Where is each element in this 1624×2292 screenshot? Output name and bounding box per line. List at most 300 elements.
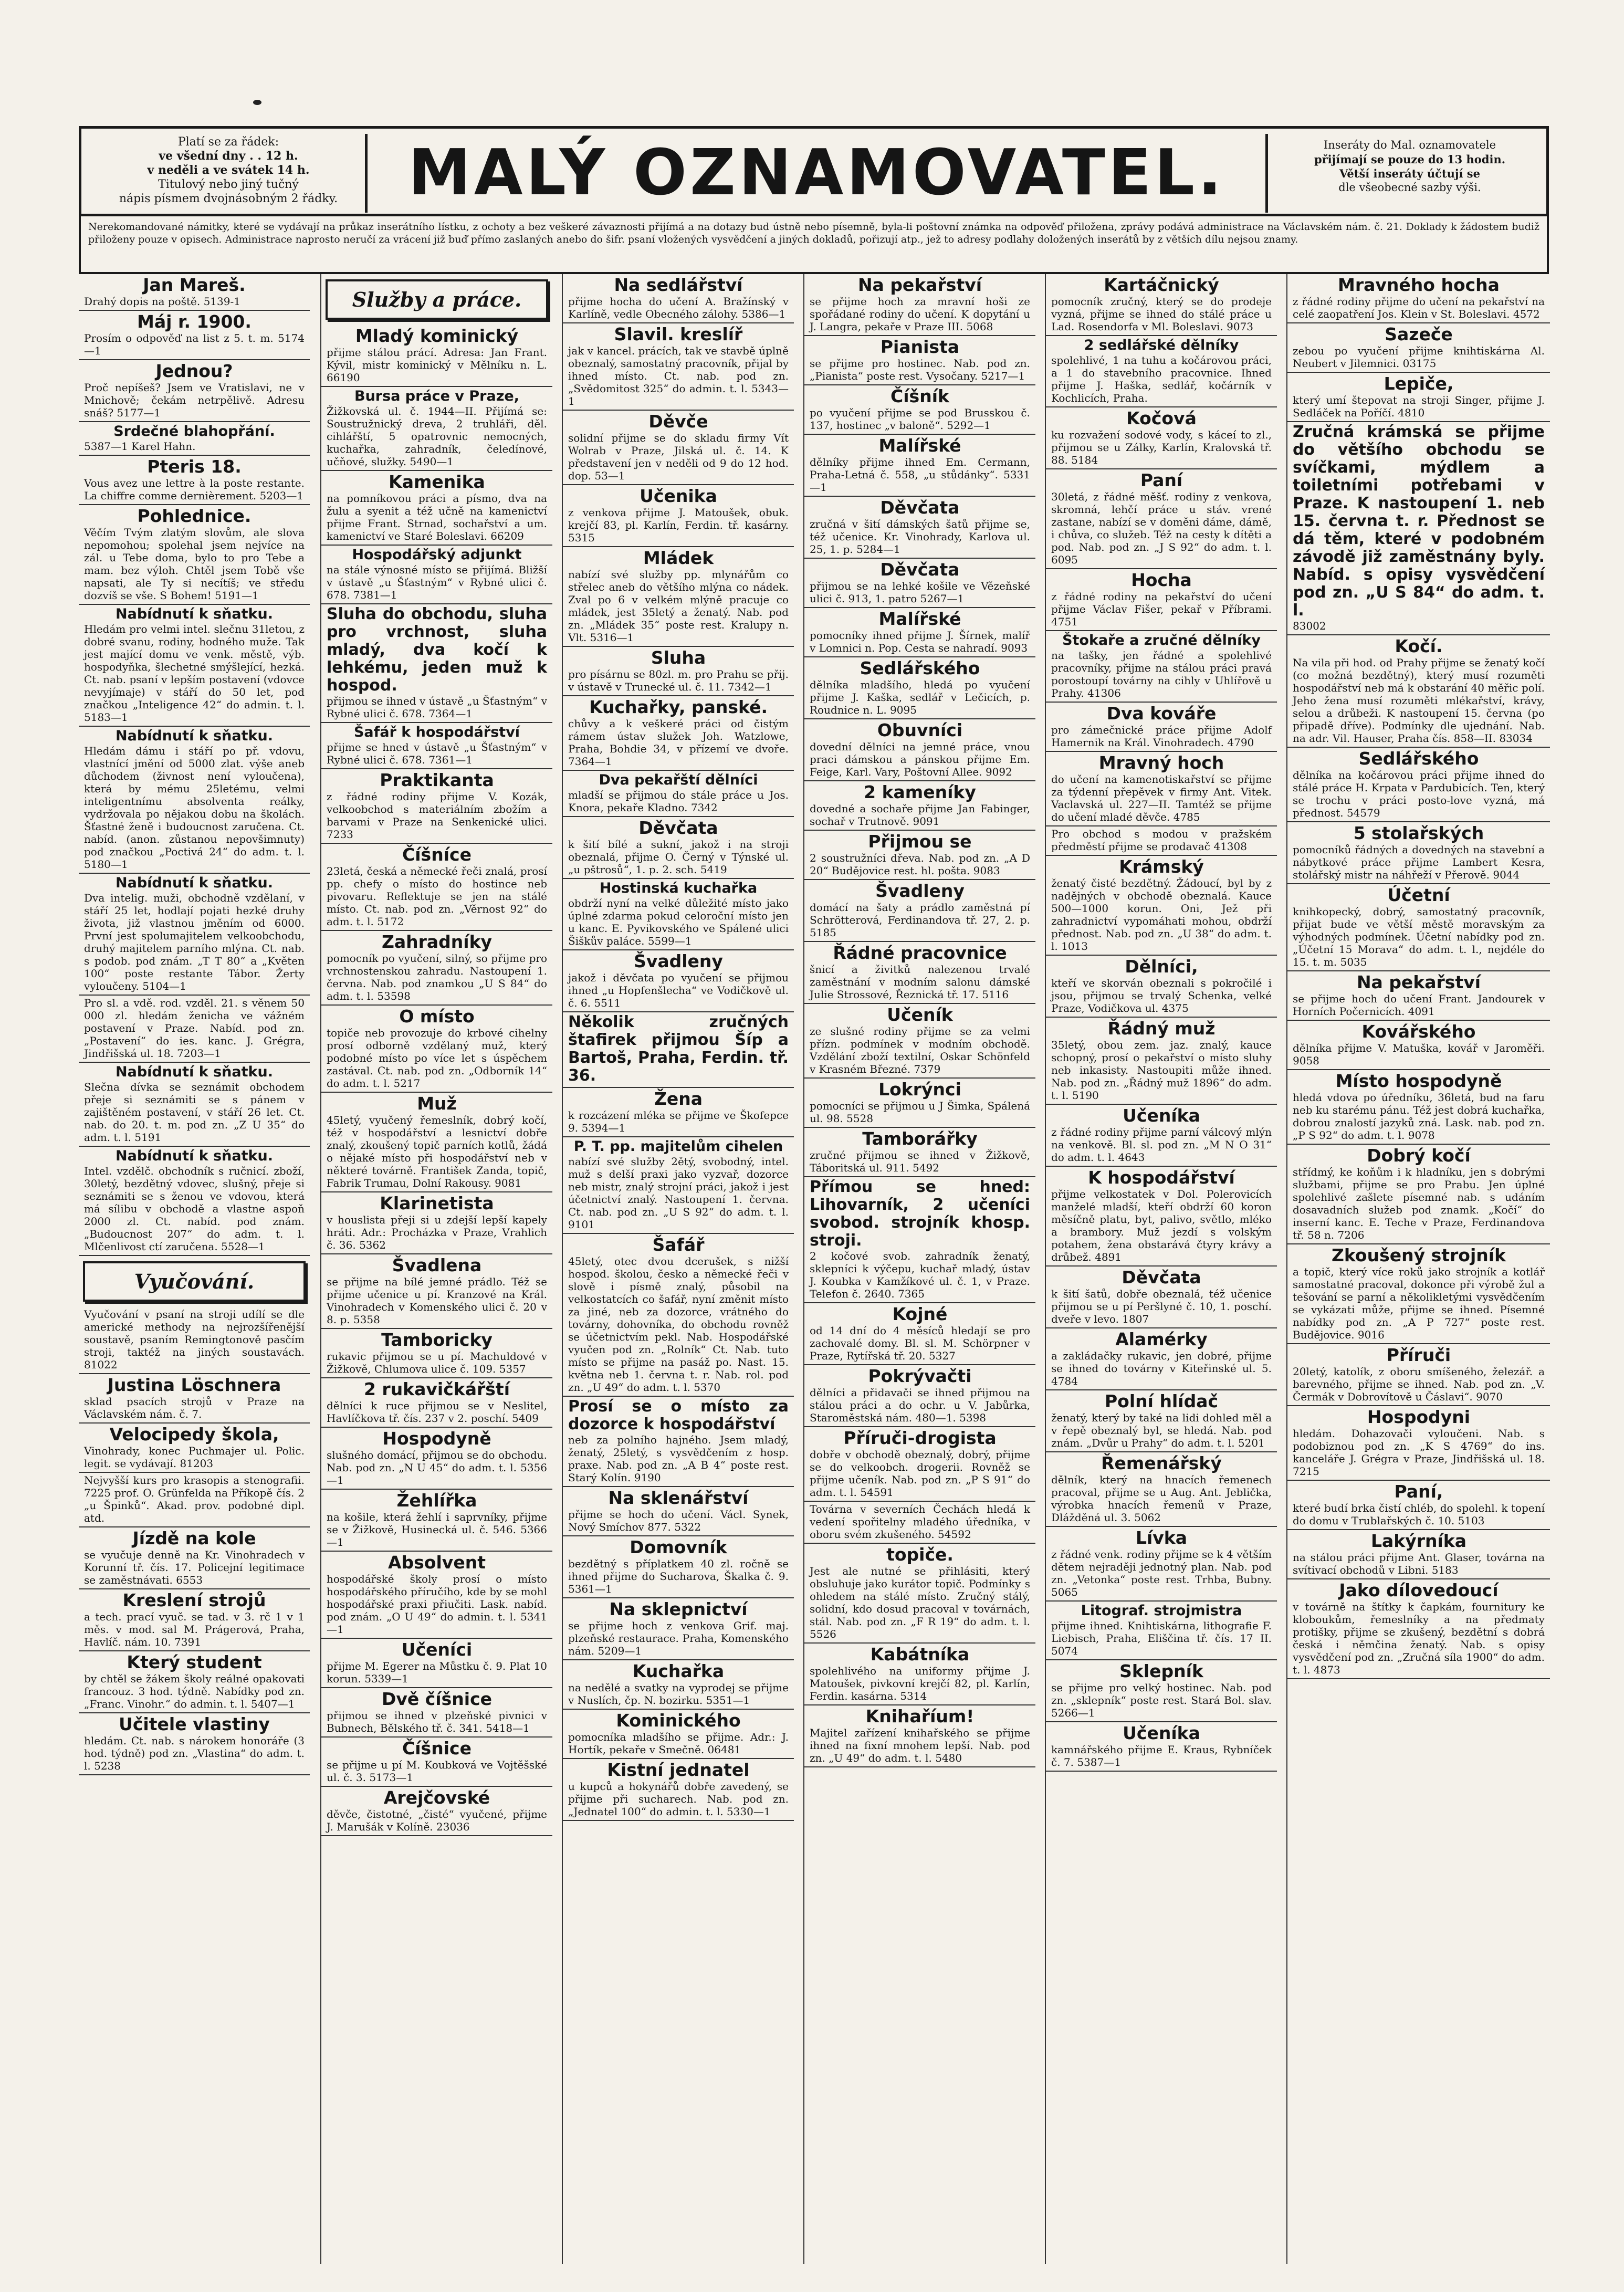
ad-heading: Nabídnutí k sňatku. xyxy=(116,1064,273,1080)
ad-heading: Zručná krámská se přijme do většího obchodu se svíčkami, mýdlem a toiletními potřebami v Praze. K nastoupení 1. neb 15. června t. r. Přednost se dá těm, které v podobném závodě již zaměstnány byly. Nabíd. s opisy vysvědčení pod zn. „U S 84“ do adm. t. l. xyxy=(1293,423,1545,620)
ad-heading: Kartáčnický xyxy=(1104,275,1219,295)
classified-ad xyxy=(79,1527,310,1589)
ad-heading: Šafář k hospodářství xyxy=(353,724,520,740)
classified-ad xyxy=(79,422,310,456)
ad-heading: Hostinská kuchařka xyxy=(599,880,758,896)
classified-ad xyxy=(1046,631,1277,703)
ad-heading: K hospodářství xyxy=(1088,1167,1235,1188)
ad-text: 2 soustružníci dřeva. Nab. pod zn. „A D 20“ Budějovice rest. hl. pošta. 9083 xyxy=(810,852,1030,877)
ad-heading: Učeníka xyxy=(1123,1723,1200,1743)
rate_lines-line: nápis písmem dvojnásobným 2 řádky. xyxy=(119,192,338,205)
classified-ad xyxy=(79,605,310,727)
ad-heading: Jako dílovedoucí xyxy=(1339,1580,1499,1600)
classified-ad xyxy=(804,657,1035,719)
ad-text: který umí štepovat na stroji Singer, přijme J. Sedláček na Poříčí. 4810 xyxy=(1293,394,1545,419)
ad-text: Hledám dámu i stáří po př. vdovu, vlastnící jmění od 5000 zlat. výše aneb důchodem (živnost není vyloučena), která by mému 25letému, velmi inteligentnímu absolventa reálky, vydržovala po nějakou dobu na školách. Šťastné ženě i budoucnost zaručena. Ct. nabíd. (anon. zůstanou nepovšimnuty) pod značkou „Poctivá 24“ do adm. t. l. 5180—1 xyxy=(84,745,305,871)
ad-heading: Kočová xyxy=(1126,408,1197,428)
info_lines-line: dle všeobecné sazby výši. xyxy=(1338,181,1481,194)
ad-text: Dva intelig. muži, obchodně vzdělaní, v stáří 25 let, hodlají pojati hezké druhy života, již vlastnou jměním od 6000. První jest spolumajitelem velkoobchodu, druhý majitelem parního mlýna. Ct. nab. s podob. pod znám. „T T 80“ a „Květen 100“ poste restante Tábor. Žerty vyloučeny. 5104—1 xyxy=(84,892,305,992)
ad-heading: Prosí se o místo za dozorce k hospodářství xyxy=(568,1397,789,1433)
ad-heading: Klarinetista xyxy=(380,1193,494,1213)
classified-ad xyxy=(1046,1722,1277,1772)
classified-ad xyxy=(1287,1021,1550,1070)
classified-ad xyxy=(563,274,794,323)
classified-ad xyxy=(321,604,552,723)
ad-heading: Žena xyxy=(654,1089,703,1109)
classified-ad xyxy=(321,325,552,387)
ad-text: Na vila při hod. od Prahy přijme se ženatý kočí (co možná bezdětný), který musí rozuměti hospodářství neb má k obstarání 40 měřic polí. Jeho žena musí rozuměti mlékařství, krávy, selou a drůbeži. K nastoupení 15. června (po připadě dříve). Podmínky dle ujednání. Nab. na adr. Vil. Hauser, Praha čís. 858—II. 83034 xyxy=(1293,656,1545,745)
classified-ad xyxy=(804,497,1035,559)
ad-heading: Kabátníka xyxy=(870,1644,970,1665)
classified-ad xyxy=(804,608,1035,657)
ad-heading: Pohlednice. xyxy=(137,506,252,526)
ad-text: topiče neb provozuje do krbové cihelny prosí odborně vzdělaný muž, který podobné místo po více let s úspěchem zastával. Ct. nab. pod zn. „Odborník 14“ do adm. t. l. 5217 xyxy=(327,1027,547,1090)
ad-heading: topiče. xyxy=(886,1544,954,1565)
info_lines-line: přijímají se pouze do 13 hodin. xyxy=(1314,153,1506,166)
classified-ad xyxy=(1287,971,1550,1021)
ad-heading: Srdečné blahopřání. xyxy=(113,423,275,439)
classified-ad xyxy=(563,1710,794,1759)
classified-ad xyxy=(321,844,552,931)
classified-ad xyxy=(563,547,794,647)
column-6 xyxy=(1286,274,1550,2264)
ad-text: Slečna dívka se seznámit obchodem přeje si seznámiti se s pánem v zajištěném postavení, v stáří 26 let. Ct. nab. do 20. t. m. pod zn. „Z U 35“ do adm. t. l. 5191 xyxy=(84,1081,305,1144)
ad-text: v továrně na štítky k čapkám, fournitury ke kloboukům, řemeslníky a na předmaty protišky, přijme se zkušený, bezdětní s dobrá česká i němčina ženatý. Nab. s opisy vysvědčení pod zn. „Zručná síla 1900“ do adm. t. l. 4873 xyxy=(1293,1600,1545,1676)
ad-heading: Učeníka xyxy=(1123,1105,1200,1126)
section-heading: Služby a práce. xyxy=(326,279,548,320)
ad-text: pomocníků řádných a dovedných na stavební a nábytkové práce přijme Lambert Kesra, stolářský mistr na náhřeží v Přerově. 9044 xyxy=(1293,843,1545,881)
ad-heading: Švadlena xyxy=(392,1255,482,1275)
ad-heading: Na sklepnictví xyxy=(609,1599,748,1619)
ad-heading: Hocha xyxy=(1131,570,1192,590)
ad-heading: Na pekařství xyxy=(857,275,982,295)
classified-ad xyxy=(1046,469,1277,569)
ad-text: Továrna v severních Čechách hledá k vedení spořitelny mladého úředníka, v oboru svém zkušeného. 54592 xyxy=(810,1503,1030,1541)
ad-heading: Sluha do obchodu, sluha pro vrchnost, sluha mladý, dva kočí k lehkému, jeden muž k hospod. xyxy=(327,605,547,695)
ad-text: z řádné rodiny přijme parní válcový mlýn na venkově. Bl. sl. pod zn. „M N O 31“ do adm. t. l. 4643 xyxy=(1051,1126,1272,1164)
ad-heading: Muž xyxy=(417,1093,457,1114)
ad-text: dělníka mladšího, hledá po vyučení přijme J. Kaška, sedlář v Lečicích, p. Roudnice n. L. 9095 xyxy=(810,678,1030,716)
classified-ad xyxy=(1046,1527,1277,1602)
ad-text: jak v kancel. prácích, tak ve stavbě úplně obeznalý, samostatný pracovník, přijal by ihned místo. Ct. nab. pod zn. „Svědomitost 325“ do admin. t. l. 5343—1 xyxy=(568,344,789,407)
classified-ad xyxy=(1046,703,1277,752)
ad-heading: Přímou se hned: Lihovarník, 2 učeníci svobod. strojník khosp. stroji. xyxy=(810,1178,1030,1250)
classified-ad xyxy=(321,1093,552,1192)
ad-text: Vous avez une lettre à la poste restante. La chiffre comme dernièrement. 5203—1 xyxy=(84,477,305,502)
ad-heading: Štokaře a zručné dělníky xyxy=(1062,632,1261,648)
classified-ad xyxy=(1046,1267,1277,1328)
classified-ad xyxy=(1046,569,1277,631)
ad-text: neb za polního hajného. Jsem mladý, ženatý, 25letý, s vysvědčením z hosp. praxe. Nab. pod zn. „A B 4“ poste rest. Starý Kolín. 9190 xyxy=(568,1433,789,1484)
ad-text: 30letá, z řádné měšť. rodiny z venkova, skromná, lehčí práce u stáv. vrené zastane, nabízí se v doměni dáme, dámě, i chůva, co služeb. Též na cesty k dítěti a pod. Nab. pod zn. „J S 92“ do adm. t. l. 6095 xyxy=(1051,490,1272,566)
ad-text: ženatý, který by také na lidi dohled měl a v řepě obeznalý byl, se hledá. Nab. pod znám. „Dvůr u Prahy“ do adm. t. l. 5201 xyxy=(1051,1411,1272,1449)
classified-ad xyxy=(804,831,1035,880)
classified-ad xyxy=(1046,407,1277,469)
ad-heading: Paní, xyxy=(1394,1481,1443,1502)
classified-ad xyxy=(1287,635,1550,748)
ad-heading: Mládek xyxy=(643,548,714,568)
ad-heading: Hospodyni xyxy=(1367,1407,1471,1427)
column-3 xyxy=(562,274,794,2264)
rate_lines-line: v neděli a ve svátek 14 h. xyxy=(147,163,310,177)
classified-ad xyxy=(321,1329,552,1378)
classified-ad xyxy=(321,769,552,844)
ad-text: přijmou se na lehké košile ve Vězeňské ulici č. 913, 1. patro 5267—1 xyxy=(810,580,1030,605)
ad-text: bezdětný s příplatkem 40 zl. ročně se ihned přijme do Sucharova, Škalka č. 9. 5361—1 xyxy=(568,1557,789,1595)
ad-text: ku rozvažení sodové vody, s káceí to zl., přijmou se u Zálky, Karlín, Kralovská tř. 88. 5184 xyxy=(1051,428,1272,466)
classified-ad xyxy=(79,311,310,360)
classified-ad xyxy=(563,771,794,817)
classified-ad xyxy=(804,435,1035,497)
ad-heading: Dva pekařští dělníci xyxy=(599,772,758,788)
ad-heading: Mravného hocha xyxy=(1338,275,1500,295)
ad-text: dělníci k ruce přijmou se v Neslitel, Havlíčkova tř. čís. 237 v 2. poschí. 5409 xyxy=(327,1399,547,1425)
ad-text: rukavic přijmou se u pí. Machuldové v Žižkově, Chlumova ulice č. 109. 5357 xyxy=(327,1350,547,1375)
ad-text: se přijme pro velký hostinec. Nab. pod zn. „sklepník“ poste rest. Stará Bol. slav. 5266—1 xyxy=(1051,1681,1272,1719)
classified-ad xyxy=(1287,1406,1550,1481)
ad-text: ze slušné rodiny přijme se za velmi přízn. podmínek v modním obchodě. Vzdělání zboží textilní, Oskar Schönfeld v Krasném Březné. 7379 xyxy=(810,1025,1030,1075)
ad-heading: Který student xyxy=(127,1652,262,1672)
classified-ad xyxy=(1046,1602,1277,1660)
ad-text: pomocníky ihned přijme J. Šírnek, malíř v Lomnici n. Pop. Cesta se nahradí. 9093 xyxy=(810,629,1030,654)
classified-ad xyxy=(563,817,794,879)
ad-heading: Pianista xyxy=(880,337,960,357)
classified-ad xyxy=(1046,274,1277,336)
ad-heading: Kominického xyxy=(616,1710,741,1731)
ad-text: 2 kočové svob. zahradník ženatý, sklepníci k výčepu, kuchař mladý, ústav J. Koubka v Kamžíkové ul. č. 1, v Praze. Telefon č. 2640. 7365 xyxy=(810,1250,1030,1300)
ad-heading: Číšníce xyxy=(402,844,472,865)
ad-heading: Pokrývačti xyxy=(868,1366,972,1386)
ad-text: se přijme hoch za mravní hoši ze spořádané rodiny do učení. K dopytání u J. Langra, pekaře v Praze III. 5068 xyxy=(810,295,1030,333)
ad-text: z řádné venk. rodiny přijme se k 4 větším dětem nejraději jednotný plan. Nab. pod zn. „Vetonka“ poste rest. Trhba, Bubny. 5065 xyxy=(1051,1548,1272,1598)
ad-text: Vyučování v psaní na stroji udílí se dle americké methody na nejrozšířenější soustavě, psaním Remingtonově pasčím stroji, taktéž na jiných soustavách. 81022 xyxy=(84,1308,305,1371)
ad-heading: Bursa práce v Praze, xyxy=(354,388,519,404)
ad-text: Pro obchod s modou v pražském předměstí přijme se prodavač 41308 xyxy=(1051,828,1272,853)
info_lines-line: Inseráty do Mal. oznamovatele xyxy=(1323,139,1496,151)
ad-heading: Nabídnutí k sňatku. xyxy=(116,606,273,622)
ad-text: k rozcázení mléka se přijme ve Škofepce 9. 5394—1 xyxy=(568,1109,789,1134)
classified-ad xyxy=(1046,336,1277,407)
classified-ad xyxy=(1287,1145,1550,1244)
classified-ad xyxy=(1046,1105,1277,1167)
column-2 xyxy=(320,274,552,2264)
ad-text: hledám. Ct. nab. s nárokem honoráře (3 hod. týdně) pod zn. „Vlastina“ do adm. t. l. 5238 xyxy=(84,1734,305,1772)
ad-text: pro zámečnické práce přijme Adolf Hamernik na Král. Vinohradech. 4790 xyxy=(1051,724,1272,749)
ad-heading: Učeníci xyxy=(401,1639,473,1660)
ad-heading: Žehlířka xyxy=(396,1490,477,1511)
ad-heading: Jízdě na kole xyxy=(132,1528,256,1548)
ad-heading: Kuchařka xyxy=(632,1661,725,1681)
section-heading: Vyučování. xyxy=(83,1261,306,1302)
ad-text: se přijme pro hostinec. Nab. pod zn. „Pianista“ poste rest. Vysočany. 5217—1 xyxy=(810,357,1030,382)
ad-heading: Učeník xyxy=(887,1004,953,1025)
ad-heading: Hospodyně xyxy=(382,1428,491,1449)
ad-heading: Dvě číšnice xyxy=(381,1689,493,1709)
ad-text: se vyučuje denně na Kr. Vinohradech v Korunní tř. čís. 17. Policejní legitimace se zaměstnávati. 6553 xyxy=(84,1548,305,1586)
ad-heading: Lokrýnci xyxy=(878,1079,961,1100)
classified-ad xyxy=(563,647,794,696)
ad-text: k šití bílé a sukní, jakož i na stroji obeznalá, přijme O. Černý v Týnské ul. „u pštrosů“, 1. p. 2. sch. 5419 xyxy=(568,838,789,876)
ad-heading: Kočí. xyxy=(1395,636,1443,656)
ad-heading: Kojné xyxy=(892,1304,948,1324)
ad-text: Žižkovská ul. č. 1944—II. Přijímá se: Soustružnický dreva, 2 truhláři, děl. cihlářští, 5 opatrovnic nemocných, kuchařka, zahradník, čeledínové, učňové, služky. 5490—1 xyxy=(327,405,547,468)
classified-ad xyxy=(804,1705,1035,1767)
ad-text: přijme velkostatek v Dol. Polerovicích manželé mladší, kteří obdrží 60 koron měsíčně platu, byt, palivo, světlo, mléko a brambory. Muž jezdí s volským potahem, žena obstarává čtyry krávy a drůbež. 4891 xyxy=(1051,1188,1272,1263)
ad-text: v houslista přeji si u zdejší lepší kapely hráti. Adr.: Procházka v Praze, Vrahlich č. 36. 5362 xyxy=(327,1213,547,1251)
ad-text: z řádné rodiny přijme V. Kozák, velkoobchod s materiálním zbožím a barvami v Praze na Senkenické ulici. 7233 xyxy=(327,790,547,841)
ad-text: Hledám pro velmi intel. slečnu 31letou, z dobré svanu, rodiny, hodného muže. Tak jest mající domu ve venk. městě, výb. hospodyňka, šlechetné smýšlející, hezká. Ct. nab. psaní v lepším postavení (vdovce nevyjímaje) v stáří do 50 let, pod značkou „Inteligence 42“ do admin. t. l. 5183—1 xyxy=(84,623,305,724)
administration-notice: Nerekomandované námitky, které se vydávají na průkaz inserátního lístku, z ochoty a bez veškeré závaznosti přijímá a na dotazy bud ústně nebo písemně, byla-li poštovní známka na odpověď přiložena, zprávy podává administrace na Václavském nám. č. 21. Doklady k žádostem budiž přiloženy pouze v opisech. Administrace naprosto neručí za vrácení již buď přímo zaslaných anebo do šifr. psaní vložených vysvědčení a jiných dokladů, pořizují atp., jež to adresy podlahy doložených inserátů by z větších dílu nejsou znamy. xyxy=(79,216,1549,274)
column-5 xyxy=(1045,274,1277,2264)
rate-box xyxy=(92,135,365,206)
ad-text: do učení na kamenotiskařství se přijme za týdenní přepěvek v firmy Ant. Vitek. Vaclavská ul. 227—II. Tamtéž se přijme do učení mladé děvče. 4785 xyxy=(1051,773,1272,823)
classified-ad xyxy=(804,1544,1035,1644)
classified-ad xyxy=(1046,1660,1277,1722)
classified-ad xyxy=(563,323,794,411)
classified-ad xyxy=(1287,1579,1550,1679)
ad-text: Drahý dopis na poště. 5139-1 xyxy=(84,295,240,308)
ad-text: pomocníci se přijmou u J Šimka, Spálená ul. 98. 5528 xyxy=(810,1100,1030,1125)
classified-ad xyxy=(321,1428,552,1490)
ad-text: Věčím Tvým zlatým slovům, ale slova nepomohou; spolehal jsem nejvíce na zál. u Tebe doma, bylo to pro Tebe a mam. bez výloh. Chtěl jsem Tobě vše napsati, ale Ty si necítíš; ve středu dozvíš se vše. S Bohem! 5191—1 xyxy=(84,526,305,602)
ad-heading: Kovářského xyxy=(1361,1021,1476,1042)
ad-text: šnicí a živitků nalezenou trvalé zaměstnání v modním salonu dámské Julie Strossové, Řeznická tř. 17. 5116 xyxy=(810,963,1030,1001)
ad-heading: Tamboricky xyxy=(381,1330,493,1350)
ad-heading: Švadleny xyxy=(634,951,723,971)
ad-text: zebou po vyučení přijme knihtiskárna Al. Neubert v Jilemnici. 03175 xyxy=(1293,344,1545,370)
ad-text: 45letý, vyučený řemeslník, dobrý kočí, též v hospodářství a lesnictví dobře znalý, zkoušený topič parních kotlů, žádá o nějaké místo při hospodářství neb v některé továrně. František Zanda, topič, Fabrik Trumau, Dolní Rakousy. 9081 xyxy=(327,1114,547,1189)
ad-text: z řádné rodiny přijme do učení na pekařství na celé zaopatření Jos. Klein v St. Boleslavi. 4572 xyxy=(1293,295,1545,320)
ad-heading: Sazeče xyxy=(1385,324,1453,344)
ad-text: se přijme u pí M. Koubková ve Vojtěšské ul. č. 3. 5173—1 xyxy=(327,1759,547,1784)
classified-ad xyxy=(804,1365,1035,1427)
ad-text: by chtěl se žákem školy reálné opakovati francouz. 3 hod. týdně. Nabídky pod zn. „Franc. Vinohr.“ do admin. t. l. 5407—1 xyxy=(84,1672,305,1710)
classified-ad xyxy=(1046,1390,1277,1452)
ad-text: na košile, která žehlí i saprvníky, přijme se v Žižkově, Husinecká ul. č. 546. 5366—1 xyxy=(327,1511,547,1548)
ad-heading: Dobrý kočí xyxy=(1367,1145,1471,1166)
page-title: MALÝ OZNAMOVATEL. xyxy=(365,134,1268,213)
ad-heading: Arejčovské xyxy=(383,1787,490,1808)
classified-ad xyxy=(79,996,310,1063)
ad-heading: Paní xyxy=(1140,470,1183,490)
classified-ad xyxy=(1287,1530,1550,1579)
ad-text: přijme stálou prácí. Adresa: Jan Frant. Kývil, mistr kominický v Mělníku n. L. 66190 xyxy=(327,346,547,384)
ad-text: Vinohrady, konec Puchmajer ul. Polic. legit. se vydávají. 81203 xyxy=(84,1445,305,1470)
masthead xyxy=(79,126,1549,216)
classified-ad xyxy=(1046,856,1277,956)
ad-text: kamnářského přijme E. Kraus, Rybníček č. 7. 5387—1 xyxy=(1051,1743,1272,1768)
classified-ad xyxy=(1287,373,1550,422)
classified-ad xyxy=(563,1088,794,1137)
ad-text: Proč nepíšeš? Jsem ve Vratislavi, ne v Mnichově; čekám netrpělivě. Adresu snáš? 5177—1 xyxy=(84,381,305,419)
classified-ad xyxy=(321,387,552,471)
ad-text: na tašky, jen řádné a spolehlivé pracovníky, přijme na stálou práci pravá porostoupí továrny na cihly v Uhlířově u Prahy. 41306 xyxy=(1051,649,1272,699)
ad-heading: Číšník xyxy=(890,386,949,406)
ad-text: po vyučení přijme se pod Brusskou č. 137, hostinec „v baloně“. 5292—1 xyxy=(810,406,1030,432)
ad-text: dovední dělníci na jemné práce, vnou praci dámskou a pánskou přijme Em. Feige, Karl. Vary, Poštovní Allee. 9092 xyxy=(810,740,1030,778)
classified-ad xyxy=(563,1598,794,1660)
ad-heading: Hospodářský adjunkt xyxy=(352,547,522,563)
ad-text: 5387—1 Karel Hahn. xyxy=(84,440,196,453)
ad-heading: Tamborářky xyxy=(862,1128,978,1149)
ad-text: 23letá, česká a německé řeči znalá, prosí pp. chefy o místo do hostince neb pivovaru. Reflektuje se jen na stálé místo. Ct. nab. pod zn. „Věrnost 92“ do adm. t. l. 5172 xyxy=(327,865,547,928)
ad-text: Prosím o odpověď na list z 5. t. m. 5174—1 xyxy=(84,332,305,357)
classified-ad xyxy=(563,485,794,547)
ad-heading: Řádný muž xyxy=(1107,1018,1216,1039)
ad-text: Jest ale nutné se přihlásiti, který obsluhuje jako kurátor topič. Podmínky s ohledem na stálé místo. Zručný stálý, solidní, kdo dosud pracoval v továrnách, stál. Nab. pod zn. „F R 19“ do adm. t. l. 5526 xyxy=(810,1565,1030,1640)
ad-text: pro písárnu se 80zl. m. pro Prahu se přij. v ústavě v Trunecké ul. č. 11. 7342—1 xyxy=(568,668,789,693)
ad-text: pomocník po vyučení, silný, so přijme pro vrchnostenskou zahradu. Nastoupení 1. června. Nab. pod znamkou „U S 84“ do adm. t. l. 53598 xyxy=(327,952,547,1002)
classified-ad xyxy=(804,1303,1035,1365)
ad-text: 20letý, katolík, z oboru smíšeného, železář. a barevného, přijme se ihned. Nab. pod zn. „V. Čermák v Dobrovítově u Čáslavi“. 9070 xyxy=(1293,1365,1545,1403)
ad-heading: Nabídnutí k sňatku. xyxy=(116,875,273,891)
ad-heading: Zahradníky xyxy=(381,932,493,952)
ad-text: zručné přijmou se ihned v Žižkově, Táboritská ul. 911. 5492 xyxy=(810,1149,1030,1174)
classified-ad xyxy=(321,1378,552,1428)
classified-ad xyxy=(321,931,552,1006)
ad-text: přijme se hned v ústavě „u Šťastným“ v Rybné ulici č. 678. 7361—1 xyxy=(327,741,547,766)
ad-text: se přijme hoch z venkova Grif. maj. plzeňské restaurace. Praha, Komenského nám. 5209—1 xyxy=(568,1619,789,1657)
ad-text: na pomníkovou práci a písmo, dva na žulu a syenit a též učně na kamenictví přijme Frant. Strnad, sochařství a um. kamenictví ve Staré Boleslavi. 66209 xyxy=(327,492,547,542)
ad-heading: Malířské xyxy=(878,435,961,456)
ad-heading: Justina Löschnera xyxy=(107,1375,281,1395)
ad-heading: Na sklenářství xyxy=(608,1488,749,1508)
classified-ad xyxy=(79,727,310,874)
ad-heading: Polní hlídač xyxy=(1104,1391,1219,1411)
ad-text: se přijme na bílé jemné prádlo. Též se přijme učenice u pí. Kranzové na Král. Vinohradech v Komenského ulici č. 20 v 8. p. 5358 xyxy=(327,1275,547,1326)
info_lines-line: Větší inseráty účtují se xyxy=(1339,167,1480,180)
ad-text: jakož i děvčata po vyučení se přijmou ihned „u Hopfenšlecha“ ve Vodičkově ul. č. 6. 5511 xyxy=(568,971,789,1009)
classified-ad xyxy=(321,546,552,604)
classified-ad xyxy=(804,274,1035,336)
classified-ad xyxy=(563,1137,794,1234)
ad-text: slušného domácí, přijmou se do obchodu. Nab. pod zn. „N U 45“ do adm. t. l. 5356—1 xyxy=(327,1449,547,1487)
ad-heading: Učitele vlastiny xyxy=(119,1714,270,1734)
classified-ad xyxy=(1287,822,1550,884)
ad-heading: Místo hospodyně xyxy=(1335,1071,1502,1091)
ad-text: u kupců a hokynářů dobře zavedený, se přijme při sucharech. Nab. pod zn. „Jednatel 100“ do admin. t. l. 5330—1 xyxy=(568,1780,789,1818)
ad-heading: Několik zručných štafirek přijmou Šíp a Bartoš, Praha, Ferdin. tř. 36. xyxy=(568,1013,789,1085)
ad-text: k šití šatů, dobře obeznalá, též učenice přijmou se u pí Peršlyné č. 10, 1. poschí. dveře v levo. 1807 xyxy=(1051,1288,1272,1325)
ad-heading: Lakýrníka xyxy=(1370,1531,1467,1551)
classified-ad xyxy=(563,879,794,950)
ad-text: 83002 xyxy=(1293,620,1326,632)
classified-ad xyxy=(321,1639,552,1688)
classified-ad xyxy=(1046,1452,1277,1527)
ad-heading: Příruči-drogista xyxy=(843,1428,997,1448)
classified-ad xyxy=(1287,1344,1550,1406)
classified-ad xyxy=(79,456,310,505)
ad-text: přijme M. Egerer na Můstku č. 9. Plat 10 korun. 5339—1 xyxy=(327,1660,547,1685)
classified-ad xyxy=(563,1487,794,1536)
classified-ad xyxy=(79,1307,310,1374)
ad-text: děvče, čistotné, „čisté“ vyučené, přijme J. Marušák v Kolíně. 23036 xyxy=(327,1808,547,1833)
ad-text: na stále výnosné místo se přijímá. Bližší v ústavě „u Šťastným“ v Rybné ulici č. 678. 7381—1 xyxy=(327,563,547,601)
classified-ad xyxy=(804,942,1035,1004)
ad-heading: Jan Mareš. xyxy=(143,275,246,295)
classified-ad xyxy=(804,1004,1035,1079)
classified-ad xyxy=(321,723,552,769)
ad-heading: Velocipedy škola, xyxy=(109,1424,279,1445)
ad-text: z řádné rodiny na pekařství do učení přijme Václav Fišer, pekař v Příbrami. 4751 xyxy=(1051,590,1272,628)
classified-ad xyxy=(804,1177,1035,1303)
classified-ad xyxy=(563,1759,794,1821)
classified-ad xyxy=(79,1589,310,1651)
ad-text: knihkopecký, dobrý, samostatný pracovník, přijat bude ve větší městě moravským za výhodných podmínek. Účetní nabídky pod zn. „Účetní 15 Morava“ do adm. t. l., nejdéle do 15. t. m. 5035 xyxy=(1293,905,1545,968)
ad-text: chůvy a k veškeré práci od čistým rámem ústav služek Joh. Watzlowe, Praha, Bohdie 34, v přízemí ve dvoře. 7364—1 xyxy=(568,717,789,768)
ad-heading: Dva kováře xyxy=(1106,703,1217,724)
ad-heading: 2 rukavičkářští xyxy=(363,1379,510,1399)
classified-ad xyxy=(79,1063,310,1147)
ad-text: spolehlivého na uniformy přijme J. Matoušek, pivkovní krejčí 82, pl. Karlín, Ferdin. kasárna. 5314 xyxy=(810,1665,1030,1702)
classified-ad xyxy=(321,1552,552,1639)
classified-ad xyxy=(563,696,794,771)
ad-text: dělníka přijme V. Matuška, kovář v Jaroměři. 9058 xyxy=(1293,1042,1545,1067)
classified-ad xyxy=(1046,752,1277,826)
ad-heading: Kuchařky, panské. xyxy=(589,697,768,717)
info-box xyxy=(1279,138,1541,195)
classified-ad xyxy=(804,1128,1035,1177)
ad-text: 45letý, otec dvou dcerušek, s nižší hospod. školou, česko a německé řeči v slově i písmě znalý, působil na velkostatcích co šafář, nyní změnit místo za jiné, neb za dozorce, vrátného do továrny, dohovníka, do obchodu rovněž se účetnictvím pekl. Nab. Hospodářské vyučen pod zn. „Rolník“ Ct. Nab. tuto místo se přijme na pasáž po. Nast. 15. května neb 1. června t. r. Nab. rol. pod zn. „U 49“ do adm. t. l. 5370 xyxy=(568,1255,789,1394)
classified-ad xyxy=(563,950,794,1012)
ad-heading: Účetní xyxy=(1387,885,1450,905)
classified-ad xyxy=(1287,1244,1550,1344)
ad-text: nabízí své služby 2ětý, svobodný, intel. muž s delší praxi jako vyzvař, dozorce neb mistr, znalý strojní práci, jakož i jest účetnictví znalý. Nastoupení 1. června. Ct. nab. pod zn. „U S 92“ do adm. t. l. 9101 xyxy=(568,1155,789,1231)
ad-text: Pro sl. a vdě. rod. vzděl. 21. s věnem 50 000 zl. hledám ženicha ve vážném postavení v Praze. Nabíd. pod zn. „Postavení“ do ies. kanc. J. Grégra, Jindřišská ul. 18. 7203—1 xyxy=(84,997,305,1060)
classified-ad xyxy=(804,1644,1035,1705)
ad-heading: Děvčata xyxy=(880,497,960,518)
ad-heading: 2 kameníky xyxy=(864,782,976,802)
classified-ad xyxy=(1046,826,1277,856)
ad-text: dělníci a přidavači se ihned přijmou na stálou práci a do ochr. u V. Jabůrka, Staroměstská nám. 480—1. 5398 xyxy=(810,1386,1030,1424)
classified-ad xyxy=(804,336,1035,385)
ads-columns xyxy=(79,274,1549,2264)
classified-ad xyxy=(79,360,310,422)
classified-ad xyxy=(79,874,310,996)
newspaper-page xyxy=(79,126,1549,2274)
classified-ad xyxy=(563,1660,794,1710)
ad-text: přijmou se ihned v plzeňské pivnici v Bubnech, Bělského tř. č. 341. 5418—1 xyxy=(327,1709,547,1734)
classified-ad xyxy=(79,274,310,311)
ad-text: přijme se hoch do učení. Václ. Synek, Nový Smíchov 877. 5322 xyxy=(568,1508,789,1533)
classified-ad xyxy=(804,1502,1035,1544)
scan-mark xyxy=(253,100,261,105)
ad-heading: Sluha xyxy=(651,647,706,668)
ad-text: pomocníka mladšího se přijme. Adr.: J. Hortík, pekaře v Smečně. 06481 xyxy=(568,1731,789,1756)
ad-heading: Švadleny xyxy=(875,881,965,901)
ad-heading: Slavil. kreslíř xyxy=(614,324,743,344)
ad-heading: Příruči xyxy=(1386,1345,1451,1365)
classified-ad xyxy=(804,1427,1035,1502)
classified-ad xyxy=(1287,748,1550,822)
classified-ad xyxy=(321,1192,552,1254)
ad-text: od 14 dní do 4 měsíců hledají se pro zachovalé domy. Bl. sl. M. Schörpner v Praze, Rytířská tř. 20. 5327 xyxy=(810,1324,1030,1362)
classified-ad xyxy=(79,1473,310,1527)
ad-text: spolehlivé, 1 na tuhu a kočárovou práci, a 1 do stavebního pracovnice. Ihned přijme J. Haška, sedlář, kočárník v Kochlicích, Praha. xyxy=(1051,354,1272,404)
classified-ad xyxy=(1046,1328,1277,1390)
ad-heading: Domovník xyxy=(630,1537,727,1557)
classified-ad xyxy=(79,1424,310,1473)
classified-ad xyxy=(321,1006,552,1093)
classified-ad xyxy=(321,1688,552,1738)
ad-text: obdrží nyní na velké důležité místo jako úplné zdarma pokud celoroční místo jen u kanc. E. Pyvikovského ve Spálené ulici Šiškův paláce. 5599—1 xyxy=(568,897,789,947)
ad-heading: Sedlářského xyxy=(860,658,980,678)
ad-heading: P. T. pp. majitelům cihelen xyxy=(573,1138,783,1155)
ad-heading: Nabídnutí k sňatku. xyxy=(116,1148,273,1164)
classified-ad xyxy=(79,1147,310,1256)
ad-heading: Na pekařství xyxy=(1356,972,1481,992)
ad-heading: Mravný hoch xyxy=(1098,752,1224,773)
